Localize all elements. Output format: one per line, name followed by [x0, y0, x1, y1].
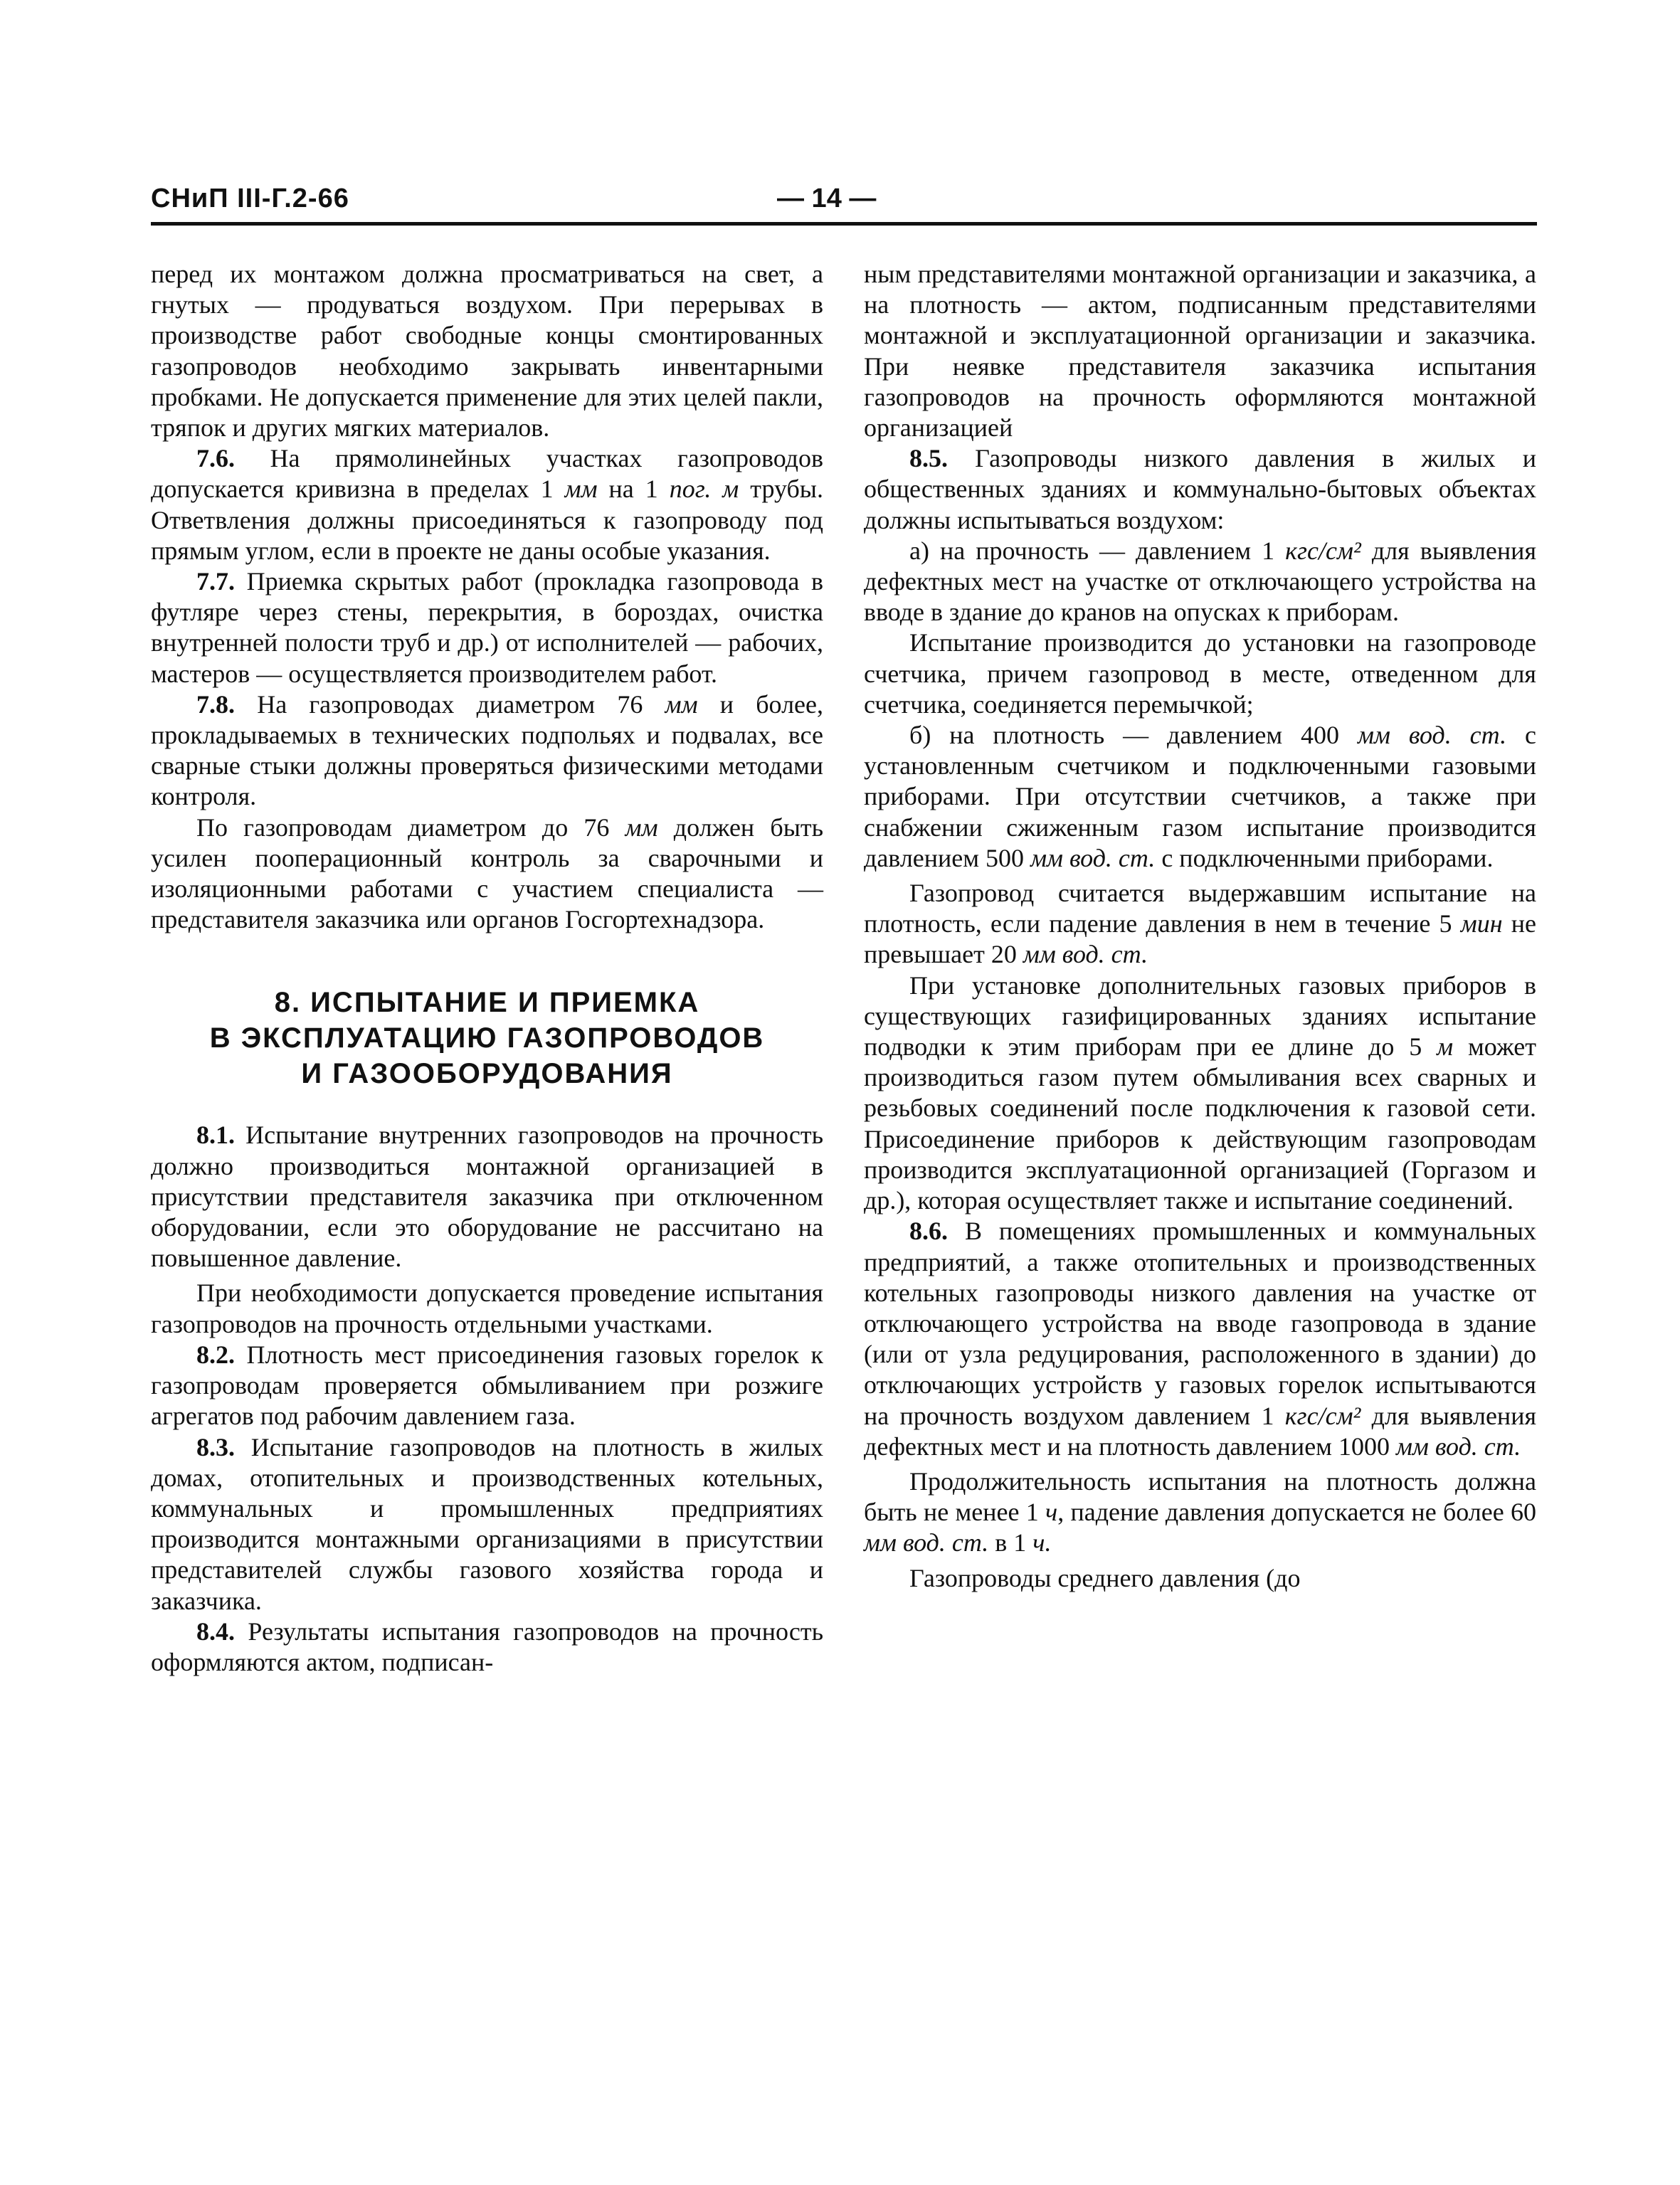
clause-7-6: 7.6. На прямолинейных участках газопроводов допускается кривизна в пределах 1 мм на 1 пог. м трубы. Ответвления должны присоединяться к газопроводу под прямым углом, если в проекте не даны особые указания.	[151, 444, 823, 565]
clause-8-1: 8.1. Испытание внутренних газопроводов на прочность должно производиться монтажной организацией в присутствии представителя заказчика при отключенном оборудовании, если это оборудование не рассчитано на повышенное давление.	[151, 1121, 824, 1273]
paragraph: Газопровод считается выдержавшим испытание на плотность, если падение давления в нем в течение 5 мин не превышает 20 мм вод. ст.	[864, 879, 1536, 969]
paragraph: По газопроводам диаметром до 76 мм должен быть усилен пооперационный контроль за сварочными и изоляционными работами с участием специалиста — представителя заказчика или органов Госгортехнадзора.	[151, 813, 824, 934]
clause-7-8: 7.8. На газопроводах диаметром 76 мм и более, прокладываемых в технических подпольях и подвалах, все сварные стыки должны проверяться физическими методами контроля.	[151, 689, 823, 811]
right-column	[864, 259, 1536, 1594]
paragraph: Продолжительность испытания на плотность должна быть не менее 1 ч, падение давления допускается не более 60 мм вод. ст. в 1 ч.	[864, 1466, 1536, 1557]
clause-8-2: 8.2. Плотность мест присоединения газовых горелок к газопроводам проверяется обмыливанием при розжиге агрегатов под рабочим давлением газа.	[151, 1340, 824, 1431]
paragraph: Газопроводы среднего давления (до	[909, 1563, 1301, 1592]
page-number: — 14 —	[777, 184, 877, 213]
list-item-a: а) на прочность — давлением 1 кгс/см² для выявления дефектных мест на участке от отключающего устройства на вводе в здание до кранов на опусках к приборам.	[864, 536, 1536, 627]
clause-8-5: 8.5. Газопроводы низкого давления в жилых и общественных зданиях и коммунально-бытовых объектах должны испытываться воздухом:	[864, 444, 1537, 534]
paragraph: При необходимости допускается проведение испытания газопроводов на прочность отдельными участками.	[151, 1279, 823, 1338]
header-rule	[151, 222, 1537, 226]
document-code: СНиП III-Г.2-66	[151, 184, 349, 213]
paragraph: Испытание производится до установки на газопроводе счетчика, причем газопровод в месте, отведенном для счетчика, соединяется перемычкой;	[864, 628, 1536, 719]
left-column	[151, 259, 823, 1678]
clause-7-7: 7.7. Приемка скрытых работ (прокладка газопровода в футляре через стены, перекрытия, в бороздах, очистка внутренней полости труб и др.) от исполнителей — рабочих, мастеров — осуществляется производителем работ.	[151, 567, 824, 688]
section-heading: 8. ИСПЫТАНИЕ И ПРИЕМКА В ЭКСПЛУАТАЦИЮ ГАЗОПРОВОДОВ И ГАЗООБОРУДОВАНИЯ	[209, 987, 765, 1090]
paragraph: При установке дополнительных газовых приборов в существующих газифицированных зданиях испытание подводки к этим приборам при ее длине до 5 м может производиться газом путем обмыливания всех сварных и резьбовых соединений после подключения к газовой сети. Присоединение приборов к действующим газопроводам производится эксплуатационной организацией (Горгазом и др.), которая осуществляет также и испытание соединений.	[864, 970, 1536, 1215]
paragraph: перед их монтажом должна просматриваться на свет, а гнутых — продуваться воздухом. При перерывах в производстве работ свободные концы смонтированных газопроводов необходимо закрывать инвентарными пробками. Не допускается применение для этих целей пакли, тряпок и других мягких материалов.	[151, 260, 823, 443]
page-header	[151, 184, 1537, 223]
clause-8-6: 8.6. В помещениях промышленных и коммунальных предприятий, а также отопительных и производственных котельных газопроводы низкого давления на участке от отключающего устройства на вводе газопровода в здание (или от узла редуцирования, расположенного в здании) до отключающих устройств у газовых горелок испытываются на прочность воздухом давлением 1 кгс/см² для выявления дефектных мест и на плотность давлением 1000 мм вод. ст.	[864, 1217, 1537, 1461]
list-item-b: б) на плотность — давлением 400 мм вод. ст. с установленным счетчиком и подключенными газовыми приборами. При отсутствии счетчиков, а также при снабжении сжиженным газом испытание производится давлением 500 мм вод. ст. с подключенными приборами.	[864, 721, 1537, 872]
paragraph: ным представителями монтажной организации и заказчика, а на плотность — актом, подписанным представителями монтажной и эксплуатационной организации и заказчика. При неявке представителя заказчика испытания газопроводов на прочность оформляются монтажной организацией	[864, 260, 1536, 443]
clause-8-3: 8.3. Испытание газопроводов на плотность в жилых домах, отопительных и производственных котельных, коммунальных и промышленных предприятиях производится монтажными организациями в присутствии представителей службы газового хозяйства города и заказчика.	[151, 1432, 824, 1615]
clause-8-4: 8.4. Результаты испытания газопроводов на прочность оформляются актом, подписан-	[151, 1617, 823, 1676]
